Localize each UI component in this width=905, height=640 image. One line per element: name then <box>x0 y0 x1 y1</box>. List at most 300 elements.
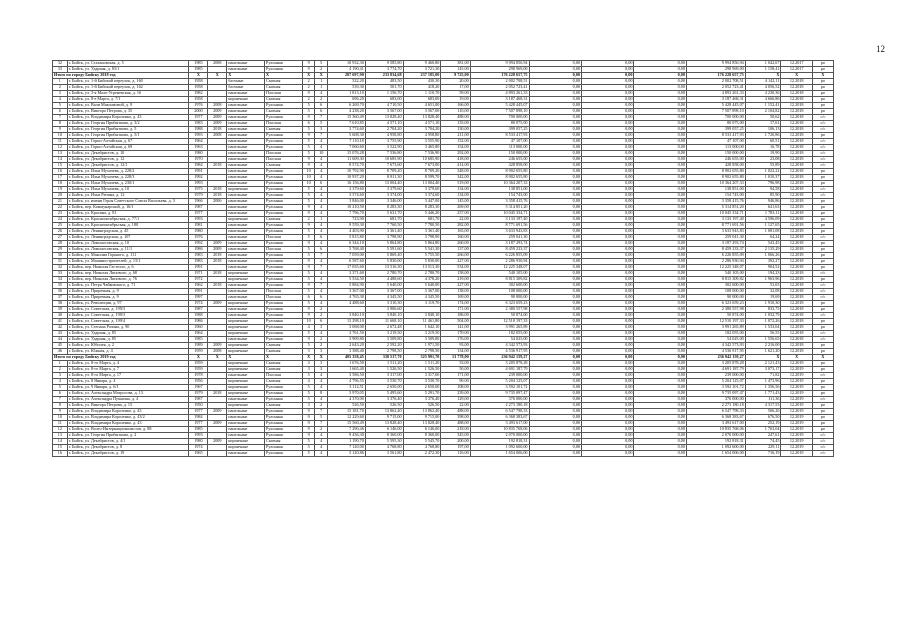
cell-planned-cost: 50 874,00 <box>470 313 529 319</box>
cell-total-cost: 0,00 <box>529 67 581 73</box>
cell-no: 4 <box>53 97 68 103</box>
cell-address: г. Бийск, ул. Ильи Мухачева, д. 10 <box>67 187 189 193</box>
cell-total-cost: 0,00 <box>529 361 581 367</box>
cell-area-total: 5 495,60 <box>365 391 403 397</box>
cell-roof-type: Рулонная <box>265 61 303 67</box>
cell-total-area: 3 367,00 <box>328 289 366 295</box>
cell-wall-material: панельные <box>227 253 265 259</box>
cell-floors: 9 <box>302 205 315 211</box>
cell-cost-other: 10 835 768,06 <box>686 427 745 433</box>
cell-deadline: ро <box>812 109 833 115</box>
cell-specific-cost: 4 142,11 <box>745 79 781 85</box>
cell-living-area: 4 651,00 <box>403 103 441 109</box>
cell-floors: 9 <box>302 211 315 217</box>
cell-cost-local: 0,00 <box>634 157 686 163</box>
cell-roof-type: Плоская <box>265 235 303 241</box>
cell-no: 15 <box>53 163 68 169</box>
cell-year-commissioned: 2009 <box>208 109 227 115</box>
cell-total-area: 11 609,30 <box>328 157 366 163</box>
cell-total-area: 10 210,50 <box>328 205 366 211</box>
cell-cost-regional: 0,00 <box>582 181 634 187</box>
cell-cost-other: 8 902 655,80 <box>686 169 745 175</box>
cell-deadline: ро <box>812 367 833 373</box>
cell-specific-cost: 111,36 <box>745 397 781 403</box>
cell-no: 5 <box>53 385 68 391</box>
cell-specific-cost: 1 783,11 <box>745 211 781 217</box>
cell-total-area: 15 076,28 <box>328 151 366 157</box>
cell-planned-cost: 192 818,31 <box>470 439 529 445</box>
cell-floors: 5 <box>302 451 315 457</box>
cell-year-built: 1988 <box>189 313 208 319</box>
cell-planned-cost: 1 092 600,00 <box>470 445 529 451</box>
cell-cost-other: 6 323 659,23 <box>686 301 745 307</box>
cell-specific-cost: 1 066,26 <box>745 253 781 259</box>
cell-living-area: 4 958,80 <box>403 133 441 139</box>
cell-area-total: 11 668,10 <box>365 319 403 325</box>
cell-cost-other: 1 092 600,00 <box>686 445 745 451</box>
cell-roof-type: Рулонная <box>265 391 303 397</box>
cell-total-cost: 0,00 <box>529 109 581 115</box>
cell-wall-material: кирпичные <box>227 277 265 283</box>
cell-no: 26 <box>53 229 68 235</box>
cell-planned-cost: 9 735 097,47 <box>470 391 529 397</box>
cell-year-built: 1959 <box>189 361 208 367</box>
cell-living-area: 325 991,70 <box>403 355 441 361</box>
cell-wall-material: панельные <box>227 61 265 67</box>
cell-cost-regional: 0,00 <box>582 139 634 145</box>
cell-max-cost: 12.2018 <box>781 331 812 337</box>
cell-cost-local: 0,00 <box>634 439 686 445</box>
cell-area-total: 3 367,00 <box>365 289 403 295</box>
cell-planned-cost: 4 691 187,79 <box>470 367 529 373</box>
cell-registered: 282,00 <box>441 223 470 229</box>
cell-year-built: 1975 <box>189 187 208 193</box>
cell-entrances: 4 <box>315 139 328 145</box>
cell-max-cost: 12.2019 <box>781 409 812 415</box>
cell-cost-other: 4 893 261,33 <box>686 91 745 97</box>
cell-cost-local: 0,00 <box>634 367 686 373</box>
cell-wall-material: панельные <box>227 139 265 145</box>
cell-floors: 5 <box>302 271 315 277</box>
cell-area-total: 3 219,50 <box>365 331 403 337</box>
cell-living-area: 3 798,90 <box>403 235 441 241</box>
cell-no: 8 <box>53 403 68 409</box>
cell-registered: 381,00 <box>441 61 470 67</box>
cell-total-area: 3 374,60 <box>328 193 366 199</box>
cell-entrances: 7 <box>315 421 328 427</box>
cell-planned-cost: 7 507 898,10 <box>470 109 529 115</box>
cell-address: г. Бийск, ул. Георгия Прибыткова, д. 2 <box>67 433 189 439</box>
cell-specific-cost: 566,20 <box>745 409 781 415</box>
cell-no: 19 <box>53 187 68 193</box>
cell-specific-cost: 194,23 <box>745 271 781 277</box>
cell-deadline: ро <box>812 229 833 235</box>
cell-total-area: 7 120,00 <box>328 445 366 451</box>
cell-entrances: 2 <box>315 307 328 313</box>
cell-floors: 9 <box>302 259 315 265</box>
cell-cost-other: 3 493 617,00 <box>686 421 745 427</box>
cell-address: г. Бийск, пер. Коммунарский, д. 16/1 <box>67 205 189 211</box>
cell-wall-material: кирпичные <box>227 385 265 391</box>
cell-year-commissioned: 2008 <box>208 133 227 139</box>
cell-registered: 227,00 <box>441 283 470 289</box>
cell-total-cost: 0,00 <box>529 217 581 223</box>
cell-wall-material: кирпичные <box>227 343 265 349</box>
cell-year-built: 1988 <box>189 127 208 133</box>
cell-cost-regional: 0,00 <box>582 445 634 451</box>
cell-floors: 9 <box>302 427 315 433</box>
cell-no: 11 <box>53 421 68 427</box>
cell-living-area: 237 185,00 <box>403 73 441 79</box>
cell-max-cost: 12.2018 <box>781 289 812 295</box>
cell-registered: 200,00 <box>441 439 470 445</box>
cell-entrances: 7 <box>315 283 328 289</box>
cell-living-area: 10 685,90 <box>403 157 441 163</box>
cell-total-area: 3 761,50 <box>328 331 366 337</box>
cell-living-area: 2 780,70 <box>403 271 441 277</box>
cell-planned-cost: 154 743,00 <box>470 193 529 199</box>
cell-registered: 186,00 <box>441 313 470 319</box>
cell-registered: 345,00 <box>441 433 470 439</box>
cell-roof-type: X <box>265 73 303 79</box>
cell-no: 7 <box>53 397 68 403</box>
cell-cost-regional: 0,00 <box>582 295 634 301</box>
cell-cost-regional: 0,00 <box>582 205 634 211</box>
cell-deadline: ро <box>812 361 833 367</box>
cell-deadline: с/с <box>812 283 833 289</box>
cell-max-cost: 12.2019 <box>781 379 812 385</box>
cell-cost-regional: 0,00 <box>582 451 634 457</box>
cell-floors: 5 <box>302 139 315 145</box>
cell-deadline: с/с <box>812 295 833 301</box>
cell-entrances: 4 <box>315 451 328 457</box>
cell-specific-cost: 55,89 <box>745 163 781 169</box>
cell-address: г. Бийск, ул. Ударная, д. 85 <box>67 331 189 337</box>
cell-year-commissioned: 2009 <box>208 343 227 349</box>
cell-year-built: 1970 <box>189 157 208 163</box>
cell-cost-regional: 0,00 <box>582 301 634 307</box>
cell-deadline: с/с <box>812 433 833 439</box>
cell-max-cost: 12.2018 <box>781 103 812 109</box>
cell-cost-regional: 0,00 <box>582 157 634 163</box>
cell-floors: 5 <box>302 397 315 403</box>
cell-planned-cost: 3 358 415,76 <box>470 199 529 205</box>
cell-floors: 6 <box>302 121 315 127</box>
cell-no: 34 <box>53 277 68 283</box>
cell-max-cost: 12.2019 <box>781 397 812 403</box>
cell-cost-regional: 0,00 <box>582 361 634 367</box>
cell-wall-material: панельные <box>227 241 265 247</box>
cell-cost-other: 7 507 898,10 <box>686 109 745 115</box>
cell-cost-other: 5 428 445,07 <box>686 103 745 109</box>
cell-deadline: ро <box>812 181 833 187</box>
cell-floors: 5 <box>302 385 315 391</box>
cell-registered: 138,00 <box>441 289 470 295</box>
cell-floors: 9 <box>302 157 315 163</box>
cell-year-built: 1986 <box>189 319 208 325</box>
cell-registered: 108,00 <box>441 385 470 391</box>
cell-no: 1 <box>53 79 68 85</box>
cell-total-cost: 0,00 <box>529 187 581 193</box>
cell-wall-material: кирпичные <box>227 271 265 277</box>
cell-roof-type: Рулонная <box>265 421 303 427</box>
cell-max-cost: 12.2018 <box>781 349 812 355</box>
cell-area-total: 501,70 <box>365 85 403 91</box>
cell-max-cost: 12.2018 <box>781 265 812 271</box>
cell-specific-cost: 716,19 <box>745 451 781 457</box>
cell-cost-other: 2 052 723,41 <box>686 85 745 91</box>
cell-floors: 5 <box>302 391 315 397</box>
cell-total-area: 5 120,86 <box>328 451 366 457</box>
cell-cost-regional: 0,00 <box>582 379 634 385</box>
cell-living-area: 3 465,80 <box>403 145 441 151</box>
cell-total-cost: 0,00 <box>529 331 581 337</box>
cell-cost-local: 0,00 <box>634 445 686 451</box>
cell-cost-other: 298 969,00 <box>686 67 745 73</box>
cell-cost-other: 3 358 415,76 <box>686 199 745 205</box>
cell-wall-material: кирпичные <box>227 187 265 193</box>
cell-total-area: 1 665,40 <box>328 367 366 373</box>
cell-total-area: 13 298,10 <box>328 319 366 325</box>
cell-living-area: 681,70 <box>403 217 441 223</box>
cell-entrances: 4 <box>315 157 328 163</box>
cell-entrances: 4 <box>315 175 328 181</box>
cell-specific-cost: 50,62 <box>745 115 781 121</box>
cell-floors: 9 <box>302 313 315 319</box>
cell-wall-material: панельные <box>227 259 265 265</box>
cell-wall-material: панельные <box>227 247 265 253</box>
cell-entrances: 4 <box>315 277 328 283</box>
cell-floors: 9 <box>302 265 315 271</box>
cell-floors: 5 <box>302 301 315 307</box>
cell-total-area: 522,20 <box>328 79 366 85</box>
cell-year-commissioned: 2018 <box>208 283 227 289</box>
cell-cost-local: 0,00 <box>634 145 686 151</box>
cell-cost-other: 8 771 691,56 <box>686 223 745 229</box>
cell-total-cost: 0,00 <box>529 157 581 163</box>
cell-year-built: 1962 <box>189 283 208 289</box>
cell-specific-cost: 23,08 <box>745 157 781 163</box>
cell-specific-cost: 796,98 <box>745 181 781 187</box>
cell-area-total: 1 526,50 <box>365 367 403 373</box>
cell-cost-regional: 0,00 <box>582 253 634 259</box>
cell-address: г. Бийск, ул. Степана Разина, д. 90 <box>67 325 189 331</box>
cell-wall-material: панельные <box>227 307 265 313</box>
cell-cost-regional: 0,00 <box>582 373 634 379</box>
cell-cost-regional: 0,00 <box>582 79 634 85</box>
cell-entrances: 4 <box>315 259 328 265</box>
cell-total-cost: 0,00 <box>529 397 581 403</box>
cell-total-cost: 0,00 <box>529 229 581 235</box>
cell-entrances: 7 <box>315 133 328 139</box>
cell-cost-local: 0,00 <box>634 277 686 283</box>
cell-year-built: 1958 <box>189 79 208 85</box>
cell-living-area: 4 571,10 <box>403 121 441 127</box>
cell-specific-cost: 4 317,53 <box>745 403 781 409</box>
cell-entrances: 10 <box>315 151 328 157</box>
cell-cost-local: 0,00 <box>634 343 686 349</box>
cell-living-area: 4 378,20 <box>403 277 441 283</box>
cell-total-area: 3 586,50 <box>328 373 366 379</box>
cell-max-cost: 12.2018 <box>781 121 812 127</box>
cell-specific-cost: 4 056,52 <box>745 85 781 91</box>
cell-wall-material: кирпичные <box>227 319 265 325</box>
cell-no: 5 <box>53 103 68 109</box>
cell-living-area: 5 755,50 <box>403 253 441 259</box>
cell-living-area: 3 119,70 <box>403 301 441 307</box>
cell-living-area: 3 361,40 <box>403 229 441 235</box>
cell-no: 22 <box>53 205 68 211</box>
cell-roof-type: Плоская <box>265 157 303 163</box>
cell-roof-type: Рулонная <box>265 433 303 439</box>
cell-address: г. Бийск, ул. Декабристов, д. 12/1 <box>67 163 189 169</box>
cell-specific-cost: 56,55 <box>745 331 781 337</box>
cell-cost-regional: 0,00 <box>582 169 634 175</box>
cell-deadline: с/с <box>812 445 833 451</box>
cell-entrances: 7 <box>315 265 328 271</box>
cell-no: 32 <box>53 265 68 271</box>
cell-specific-cost: 1 081,08 <box>745 229 781 235</box>
cell-address: г. Бийск, ул. Петра Чайковского, д. 71 <box>67 283 189 289</box>
cell-registered: 342,00 <box>441 175 470 181</box>
cell-total-area: 4 370,00 <box>328 397 366 403</box>
cell-address: г. Бийск, ул. Машиностроителей, д. 13/1 <box>67 259 189 265</box>
cell-max-cost: 12.2018 <box>781 157 812 163</box>
cell-living-area: 1 642,10 <box>403 325 441 331</box>
cell-roof-type: Скатная <box>265 403 303 409</box>
cell-deadline: с/с <box>812 313 833 319</box>
cell-wall-material: панельные <box>227 373 265 379</box>
cell-area-total: 3 755,90 <box>365 139 403 145</box>
cell-living-area: 3 555,90 <box>403 139 441 145</box>
cell-roof-type: Рулонная <box>265 385 303 391</box>
cell-specific-cost: 1 556,65 <box>745 337 781 343</box>
cell-year-commissioned: 2009 <box>208 115 227 121</box>
cell-cost-regional: 0,00 <box>582 409 634 415</box>
cell-total-area: 15 560,49 <box>328 421 366 427</box>
cell-no: 45 <box>53 343 68 349</box>
cell-address: г. Бийск, ул. Советская, д. 199/3 <box>67 313 189 319</box>
cell-year-built: 1991 <box>189 169 208 175</box>
cell-total-cost: 0,00 <box>529 253 581 259</box>
cell-cost-local: 0,00 <box>634 73 686 79</box>
cell-deadline: с/с <box>812 157 833 163</box>
cell-total-cost: 0,00 <box>529 385 581 391</box>
cell-planned-cost: 1 654 006,00 <box>470 451 529 457</box>
cell-planned-cost: 239 000,00 <box>470 373 529 379</box>
cell-area-total: 13 516,30 <box>365 265 403 271</box>
cell-deadline: ро <box>812 79 833 85</box>
cell-cost-other: 138 851,00 <box>686 187 745 193</box>
cell-total-area: 723,90 <box>328 217 366 223</box>
cell-wall-material: панельные <box>227 181 265 187</box>
cell-year-built: 1977 <box>189 115 208 121</box>
cell-deadline: с/с <box>812 145 833 151</box>
cell-address: г. Бийск, ул. Советская, д. 199/3 <box>67 307 189 313</box>
cell-cost-regional: 0,00 <box>582 313 634 319</box>
cell-registered: 137,00 <box>441 247 470 253</box>
cell-cost-regional: 0,00 <box>582 115 634 121</box>
cell-entrances: 7 <box>315 409 328 415</box>
cell-total-cost: 0,00 <box>529 73 581 79</box>
cell-planned-cost: 3 187 293,74 <box>470 241 529 247</box>
cell-entrances: 2 <box>315 343 328 349</box>
cell-living-area: 5 640,00 <box>403 283 441 289</box>
cell-max-cost: 12.2018 <box>781 283 812 289</box>
cell-cost-other: 239 000,00 <box>686 373 745 379</box>
cell-address: г. Бийск, ул. Краснооктябрьская, д. 77/1 <box>67 217 189 223</box>
cell-cost-local: 0,00 <box>634 361 686 367</box>
cell-address: г. Бийск, ул. 9 Января, д. 6/1 <box>67 385 189 391</box>
cell-address: г. Бийск, ул. 3-я Мало-Угреневская, д. 16 <box>67 91 189 97</box>
cell-planned-cost: 5 428 445,07 <box>470 103 529 109</box>
cell-roof-type: X <box>265 355 303 361</box>
cell-specific-cost: 4 666,86 <box>745 97 781 103</box>
cell-max-cost: 12.2018 <box>781 337 812 343</box>
cell-cost-regional: 0,00 <box>582 427 634 433</box>
cell-wall-material: панельные <box>227 409 265 415</box>
cell-cost-other: 3 633 943,83 <box>686 229 745 235</box>
cell-planned-cost: 5 204 125,07 <box>470 379 529 385</box>
cell-living-area: 1 526,50 <box>403 367 441 373</box>
cell-floors: 5 <box>302 127 315 133</box>
cell-floors: 2 <box>302 79 315 85</box>
cell-no: 17 <box>53 175 68 181</box>
cell-year-built: 1964 <box>189 139 208 145</box>
cell-total-cost: 0,00 <box>529 271 581 277</box>
cell-total-cost: 0,00 <box>529 61 581 67</box>
cell-living-area: 11 461,80 <box>403 319 441 325</box>
cell-floors: 2 <box>302 97 315 103</box>
cell-deadline: с/с <box>812 439 833 445</box>
cell-entrances: 1 <box>315 79 328 85</box>
cell-deadline: ро <box>812 91 833 97</box>
cell-year-built: 1958 <box>189 97 208 103</box>
cell-specific-cost: 1 533,04 <box>745 325 781 331</box>
cell-no: 27 <box>53 235 68 241</box>
cell-entrances: 4 <box>315 439 328 445</box>
cell-wall-material: кирпичные <box>227 403 265 409</box>
cell-total-cost: 0,00 <box>529 355 581 361</box>
cell-entrances: 4 <box>315 241 328 247</box>
cell-year-built: 1980 <box>189 439 208 445</box>
cell-planned-cost: 4 536 917,95 <box>470 349 529 355</box>
cell-total-cost: 0,00 <box>529 193 581 199</box>
cell-cost-regional: 0,00 <box>582 331 634 337</box>
cell-cost-other: 8 459 233,37 <box>686 247 745 253</box>
cell-year-built: 1991 <box>189 265 208 271</box>
cell-planned-cost: 428 858,00 <box>470 163 529 169</box>
cell-living-area: 9 460,80 <box>403 61 441 67</box>
cell-entrances: 4 <box>315 379 328 385</box>
cell-roof-type: Рулонная <box>265 277 303 283</box>
cell-max-cost: 12.2018 <box>781 319 812 325</box>
cell-max-cost: 12.2018 <box>781 91 812 97</box>
cell-cost-other: 3 205 878,28 <box>686 361 745 367</box>
cell-year-built: 1977 <box>189 409 208 415</box>
cell-deadline: с/с <box>812 115 833 121</box>
cell-living-area: 8 360,00 <box>403 433 441 439</box>
cell-roof-type: Плоская <box>265 373 303 379</box>
cell-cost-other: 1 654 006,00 <box>686 451 745 457</box>
cell-entrances: 3 <box>315 127 328 133</box>
cell-entrances: 3 <box>315 325 328 331</box>
cell-specific-cost: 1 963,96 <box>745 277 781 283</box>
cell-floors: 9 <box>302 421 315 427</box>
cell-entrances: X <box>315 355 328 361</box>
cell-registered: 219,00 <box>441 277 470 283</box>
cell-entrances: 6 <box>315 319 328 325</box>
